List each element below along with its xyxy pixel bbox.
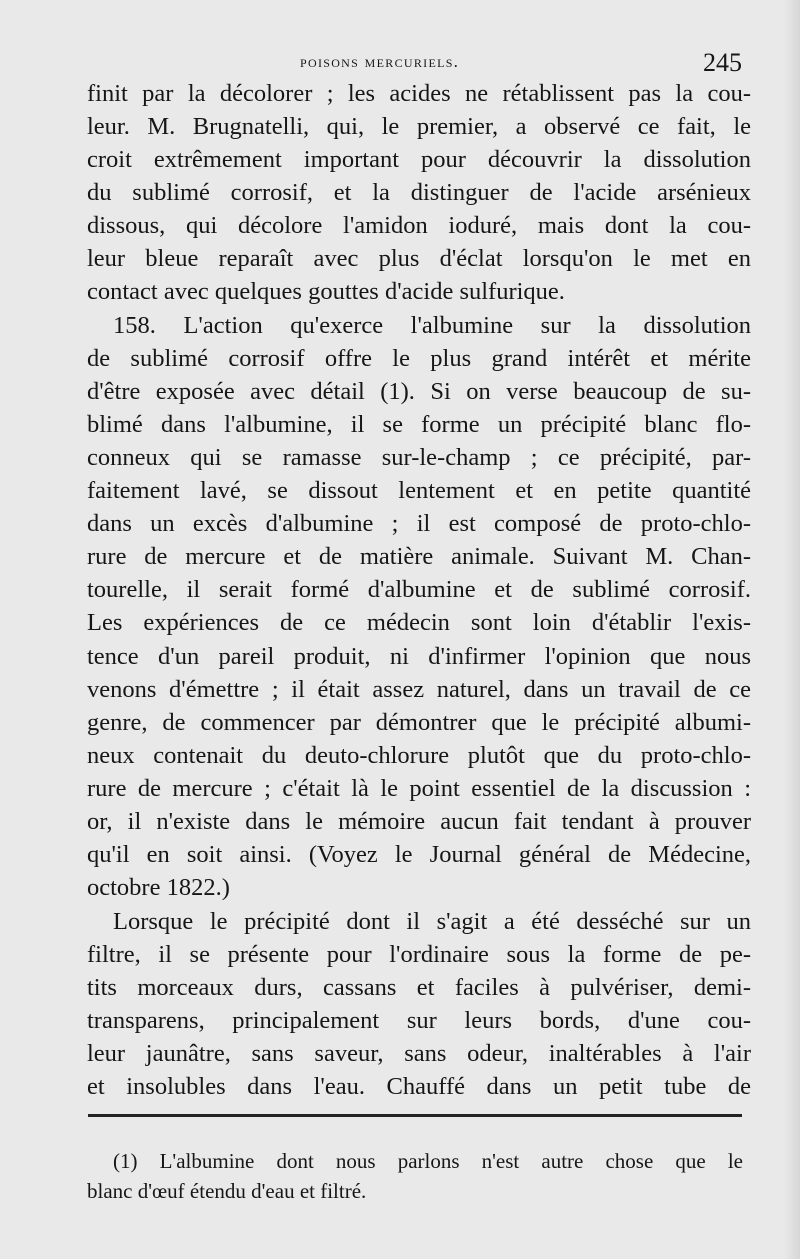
text-line: du sublimé corrosif, et la distinguer de l'acide arsénieux bbox=[87, 179, 751, 206]
text-line: rure de mercure et de matière animale. Suivant M. Chan- bbox=[87, 543, 751, 570]
text-line: tence d'un pareil produit, ni d'infirmer l'opinion que nous bbox=[87, 643, 751, 670]
text-line: faitement lavé, se dissout lentement et en petite quantité bbox=[87, 477, 751, 504]
text-line: or, il n'existe dans le mémoire aucun fait tendant à prouver bbox=[87, 808, 751, 835]
footnote-line: blanc d'œuf étendu d'eau et filtré. bbox=[87, 1179, 367, 1203]
text-line: blimé dans l'albumine, il se forme un précipité blanc flo- bbox=[87, 411, 751, 438]
text-line: leur bleue reparaît avec plus d'éclat lorsqu'on le met en bbox=[87, 245, 751, 272]
running-title: poisons mercuriels. bbox=[300, 52, 460, 71]
running-head bbox=[0, 48, 800, 77]
text-line: dissous, qui décolore l'amidon ioduré, mais dont la cou- bbox=[87, 212, 751, 239]
text-line: venons d'émettre ; il était assez naturel, dans un travail de ce bbox=[87, 676, 751, 703]
text-line: contact avec quelques gouttes d'acide sulfurique. bbox=[87, 278, 565, 305]
text-line: transparens, principalement sur leurs bords, d'une cou- bbox=[87, 1007, 751, 1034]
text-line: croit extrêmement important pour découvrir la dissolution bbox=[87, 146, 751, 173]
text-line: finit par la décolorer ; les acides ne rétablissent pas la cou- bbox=[87, 80, 751, 107]
text-line: conneux qui se ramasse sur-le-champ ; ce précipité, par- bbox=[87, 444, 751, 471]
text-line: dans un excès d'albumine ; il est composé de proto-chlo- bbox=[87, 510, 751, 537]
footnote-line: (1) L'albumine dont nous parlons n'est autre chose que le bbox=[113, 1149, 743, 1173]
text-line: octobre 1822.) bbox=[87, 874, 230, 901]
text-line: genre, de commencer par démontrer que le précipité albumi- bbox=[87, 709, 751, 736]
text-line: neux contenait du deuto-chlorure plutôt que du proto-chlo- bbox=[87, 742, 751, 769]
page-number: 245 bbox=[703, 48, 742, 77]
text-line: rure de mercure ; c'était là le point essentiel de la discussion : bbox=[87, 775, 751, 802]
text-line: tourelle, il serait formé d'albumine et de sublimé corrosif. bbox=[87, 576, 751, 603]
text-line: tits morceaux durs, cassans et faciles à pulvériser, demi- bbox=[87, 974, 751, 1001]
footnote-rule bbox=[88, 1114, 742, 1117]
text-line: filtre, il se présente pour l'ordinaire sous la forme de pe- bbox=[87, 941, 751, 968]
text-line: leur jaunâtre, sans saveur, sans odeur, inaltérables à l'air bbox=[87, 1040, 751, 1067]
text-line: leur. M. Brugnatelli, qui, le premier, a observé ce fait, le bbox=[87, 113, 751, 140]
text-line: et insolubles dans l'eau. Chauffé dans un petit tube de bbox=[87, 1073, 751, 1100]
text-line: qu'il en soit ainsi. (Voyez le Journal général de Médecine, bbox=[87, 841, 751, 868]
text-line: d'être exposée avec détail (1). Si on verse beaucoup de su- bbox=[87, 378, 751, 405]
text-line: de sublimé corrosif offre le plus grand intérêt et mérite bbox=[87, 345, 751, 372]
paragraph-start-line: 158. L'action qu'exerce l'albumine sur la dissolution bbox=[113, 312, 751, 339]
paragraph-start-line: Lorsque le précipité dont il s'agit a été desséché sur un bbox=[113, 908, 751, 935]
page-edge bbox=[784, 0, 800, 1259]
text-line: Les expériences de ce médecin sont loin d'établir l'exis- bbox=[87, 609, 751, 636]
